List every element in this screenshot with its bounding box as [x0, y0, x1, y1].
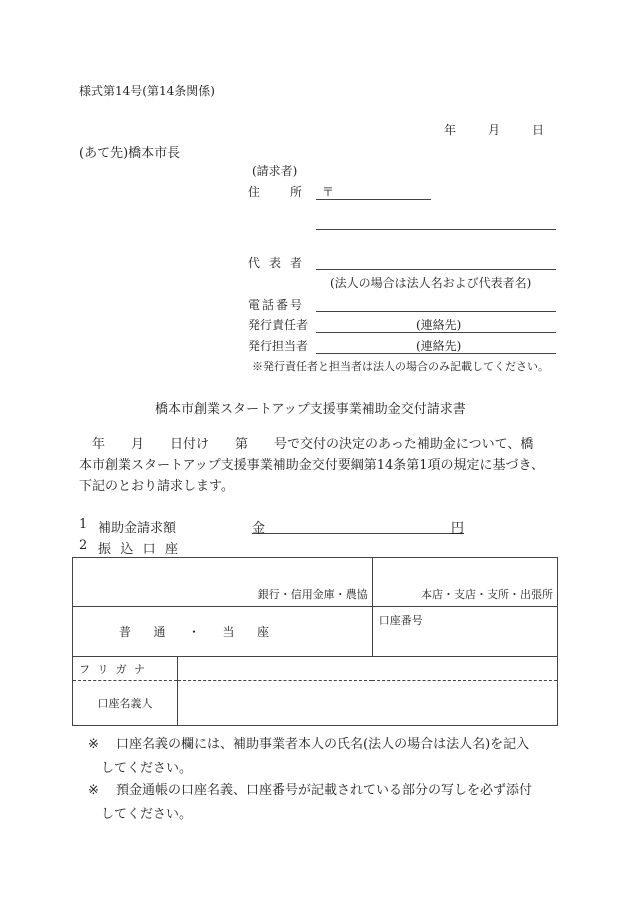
representative-note: (法人の場合は法人名および代表者名): [330, 276, 532, 290]
address-label: 住 所: [248, 185, 302, 199]
form-number: 様式第14号(第14条関係): [79, 84, 215, 98]
note-1: [88, 733, 529, 781]
issuer-responsible-line[interactable]: [316, 332, 556, 333]
note-1-mark: ※: [88, 737, 99, 752]
note-1-line2: してください。: [101, 761, 193, 776]
date-fields: [444, 121, 544, 138]
issuer-responsible-label: 発行責任者: [248, 318, 309, 332]
requester-heading: (請求者): [252, 164, 298, 178]
furigana-label-cell: [73, 657, 178, 681]
item2-label: 振 込 口 座: [98, 542, 178, 557]
branch-types-label: 本店・支店・支所・出張所: [421, 588, 553, 601]
representative-line[interactable]: [316, 269, 556, 270]
body-text: [79, 434, 544, 497]
note-1-line1: 口座名義の欄には、補助事業者本人の氏名(法人の場合は法人名)を記入: [116, 737, 530, 752]
note-2-line2: してください。: [101, 807, 193, 822]
item1-number: 1: [79, 517, 88, 532]
holder-label-cell: [73, 681, 178, 726]
bank-types-label: 銀行・信用金庫・農協: [257, 588, 368, 601]
furigana-label: フ リ ガ ナ: [79, 662, 145, 676]
address-line[interactable]: [316, 229, 556, 230]
bank-name-cell[interactable]: [73, 558, 373, 607]
issuer-responsible-contact: (連絡先): [416, 318, 462, 332]
bank-account-table: [72, 557, 558, 726]
body-line-3: 下記のとおり請求します。: [79, 479, 234, 494]
amount-line[interactable]: [252, 533, 464, 534]
account-type-cell[interactable]: [73, 607, 373, 657]
phone-line[interactable]: [316, 311, 556, 312]
issuer-note: ※発行責任者と担当者は法人の場合のみ記載してください。: [252, 360, 549, 373]
issuer-contact-label: 発行担当者: [248, 339, 309, 353]
account-number-label: 口座番号: [378, 614, 423, 627]
phone-label: 電 話 番 号: [248, 298, 302, 312]
addressee: (あて先)橋本市長: [79, 146, 181, 161]
date-year-label: 年: [444, 123, 457, 137]
holder-label: 口座名義人: [97, 697, 153, 710]
account-type-options: 普 通 ・ 当 座: [119, 625, 269, 639]
item1-label: 補助金請求額: [98, 521, 177, 536]
postal-mark: 〒: [322, 185, 335, 199]
note-2: [88, 779, 532, 827]
issuer-contact-line[interactable]: [316, 353, 556, 354]
postal-code-line[interactable]: [316, 199, 431, 200]
date-day-label: 日: [531, 123, 544, 137]
furigana-input-cell[interactable]: [178, 657, 558, 681]
note-2-mark: ※: [88, 783, 99, 798]
item2-number: 2: [79, 538, 88, 553]
issuer-contact-contact: (連絡先): [416, 339, 462, 353]
date-month-label: 月: [487, 123, 500, 137]
note-2-line1: 預金通帳の口座名義、口座番号が記載されている部分の写しを必ず添付: [116, 783, 533, 798]
item1-amount-suffix: 円: [451, 521, 465, 536]
item1-amount-prefix: 金: [252, 521, 266, 536]
holder-input-cell[interactable]: [178, 681, 558, 726]
document-title: 橋本市創業スタートアップ支援事業補助金交付請求書: [155, 402, 466, 417]
representative-label: 代 表 者: [248, 256, 302, 270]
body-line-1: 年 月 日付け 第 号で交付の決定のあった補助金について、橋: [92, 437, 534, 452]
account-number-cell[interactable]: [372, 607, 557, 657]
branch-name-cell[interactable]: [372, 558, 557, 607]
body-line-2: 本市創業スタートアップ支援事業補助金交付要綱第14条第1項の規定に基づき、: [79, 458, 544, 473]
